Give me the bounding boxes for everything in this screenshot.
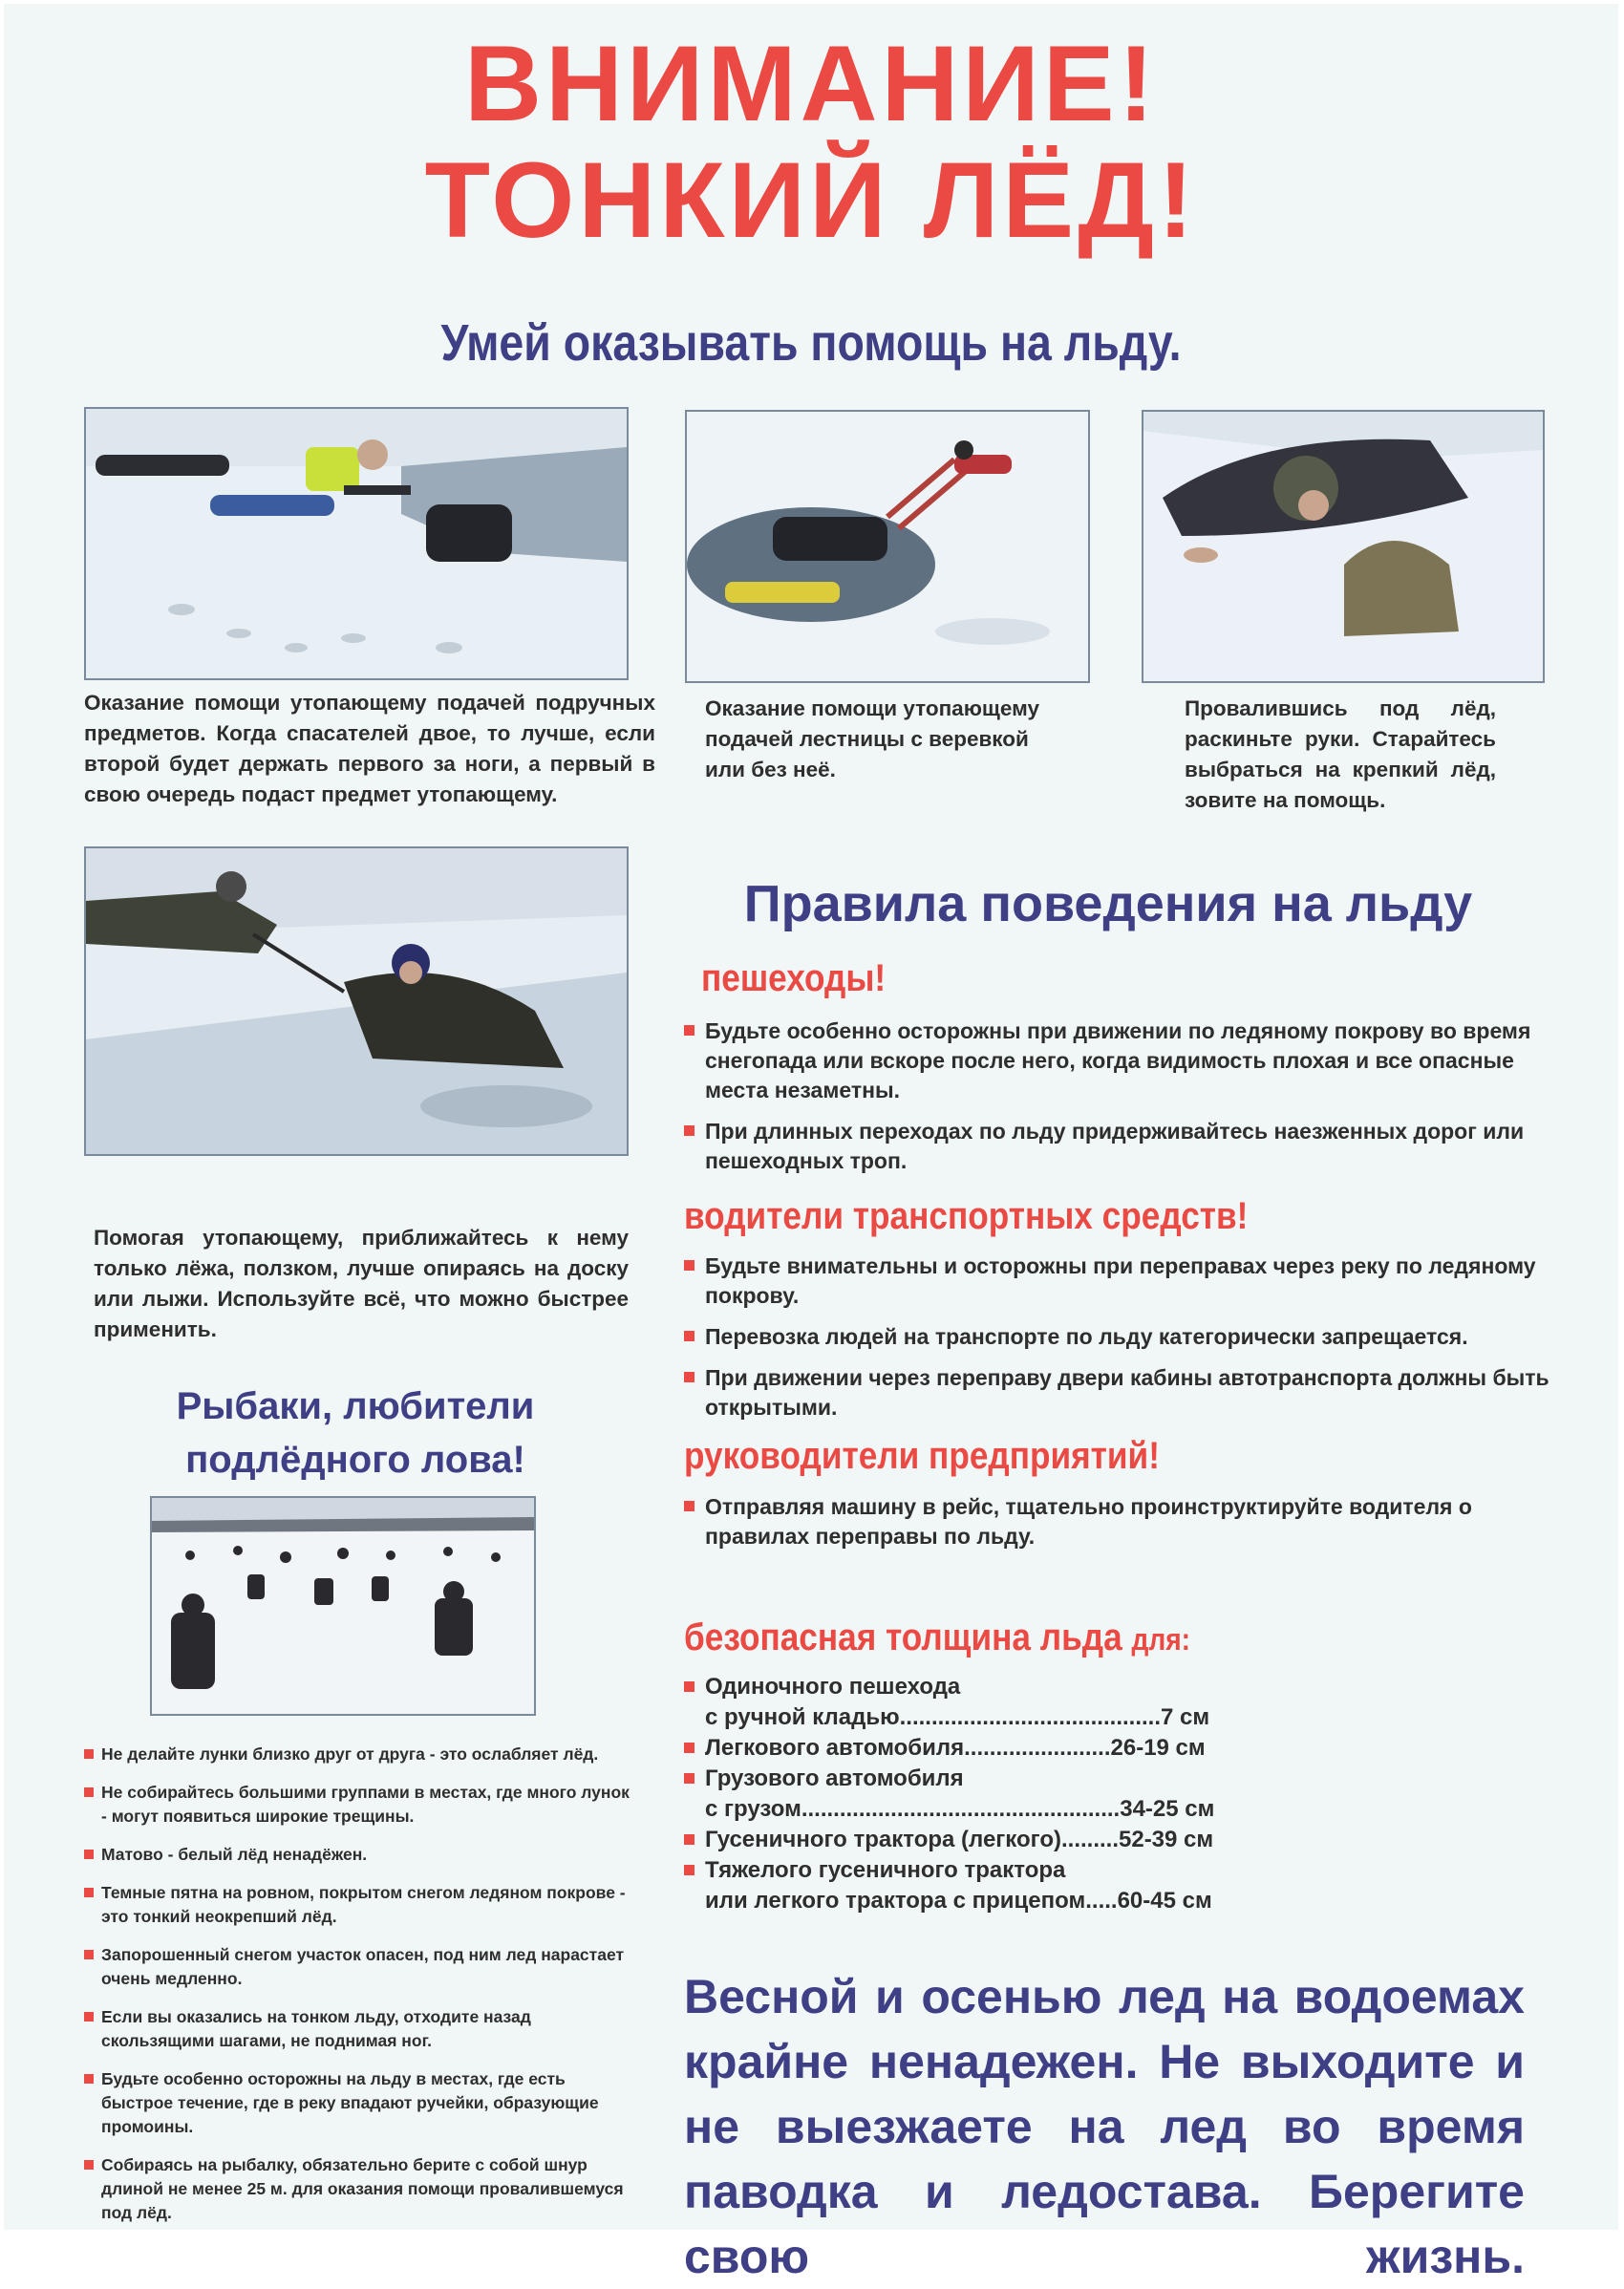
bullet-icon bbox=[84, 2012, 94, 2022]
final-warning: Весной и осенью лед на водоемах крайне ненадежен. Не выходите и не выезжаете на лед во время паводка и ледостава. Берегите свою жизнь. bbox=[684, 1970, 1525, 2283]
rule-item: Будьте особенно осторожны при движении по ледяному покрову во время снегопада или вскоре после него, когда видимость плохая и все опасные места незаметны. bbox=[684, 1016, 1563, 1105]
fishermen-item: Если вы оказались на тонком льду, отходите назад скользящими шагами, не поднимая ног. bbox=[84, 2005, 638, 2053]
rule-item: Будьте внимательны и осторожны при переправах через реку по ледяному покрову. bbox=[684, 1251, 1563, 1311]
managers-heading: руководители предприятий! bbox=[684, 1435, 1160, 1477]
bullet-icon bbox=[684, 1834, 694, 1845]
photo-arms-spread bbox=[1142, 410, 1545, 683]
bullet-icon bbox=[684, 1681, 694, 1692]
rule-item: Перевозка людей на транспорте по льду категорически запрещается. bbox=[684, 1322, 1563, 1352]
photo-rescue-chain bbox=[84, 407, 629, 680]
title-line-1: ВНИМАНИЕ! bbox=[464, 24, 1158, 143]
title-line-2: ТОНКИЙ ЛЁД! bbox=[424, 140, 1198, 260]
fishermen-item: Матово - белый лёд ненадёжен. bbox=[84, 1843, 638, 1867]
photo-crawl-rescue bbox=[84, 846, 629, 1156]
bullet-icon bbox=[84, 2160, 94, 2170]
fishermen-item: Темные пятна на ровном, покрытом снегом ледяном покрове - это тонкий неокрепший лёд. bbox=[84, 1881, 638, 1929]
bullet-icon bbox=[684, 1865, 694, 1875]
drivers-list bbox=[684, 1251, 1563, 1434]
fishermen-item: Собираясь на рыбалку, обязательно берите с собой шнур длиной не менее 25 м. для оказания помощи провалившемуся под лёд. bbox=[84, 2153, 638, 2225]
rule-item: При движении через переправу двери кабины автотранспорта должны быть открытыми. bbox=[684, 1363, 1563, 1423]
caption-arms-spread: Провалившись под лёд, раскиньте руки. Старайтесь выбраться на крепкий лёд, зовите на помощь. bbox=[1185, 696, 1496, 812]
bullet-icon bbox=[84, 1749, 94, 1759]
fishermen-heading-line-2: подлёдного лова! bbox=[185, 1439, 525, 1481]
caption-rescue-chain: Оказание помощи утопающему подачей подручных предметов. Когда спасателей двое, то лучше, если второй будет держать первого за ноги, а первый в свою очередь подаст предмет утопающему. bbox=[84, 691, 655, 806]
bullet-icon bbox=[684, 1372, 694, 1382]
bullet-icon bbox=[684, 1331, 694, 1341]
fishermen-heading-line-1: Рыбаки, любители bbox=[176, 1385, 535, 1427]
bullet-icon bbox=[684, 1743, 694, 1753]
bullet-icon bbox=[84, 1888, 94, 1897]
thickness-heading-suffix: для: bbox=[1131, 1622, 1191, 1657]
photo-fishermen bbox=[150, 1496, 536, 1716]
bullet-icon bbox=[684, 1773, 694, 1784]
bullet-icon bbox=[84, 1950, 94, 1959]
rule-item: Отправляя машину в рейс, тщательно проинструктируйте водителя о правилах переправы по льду. bbox=[684, 1492, 1563, 1551]
fishermen-heading bbox=[88, 1380, 623, 1487]
thickness-list: Одиночного пешехода с ручной кладью.........................................7 см Легкового автомобиля.......................26-19 см Грузового автомобиля с грузом..................................................34-25 см Гусеничного трактора (легкого).........52-39 см Тяжелого гусеничного трактора или легкого трактора с прицепом.....60-45 см bbox=[684, 1672, 1544, 1939]
bullet-icon bbox=[84, 1787, 94, 1797]
pedestrians-heading: пешеходы! bbox=[701, 957, 887, 999]
photo-ladder-rescue bbox=[685, 410, 1090, 683]
subtitle: Умей оказывать помощь на льду. bbox=[440, 314, 1182, 372]
managers-list bbox=[684, 1492, 1563, 1563]
poster bbox=[4, 4, 1618, 2283]
bullet-icon bbox=[684, 1501, 694, 1511]
bullet-icon bbox=[684, 1125, 694, 1136]
fishermen-item: Запорошенный снегом участок опасен, под ним лед нарастает очень медленно. bbox=[84, 1943, 638, 1991]
fishermen-item: Не собирайтесь большими группами в местах, где много лунок - могут появиться широкие трещины. bbox=[84, 1781, 638, 1829]
bullet-icon bbox=[684, 1260, 694, 1271]
bullet-icon bbox=[684, 1025, 694, 1036]
rule-item: При длинных переходах по льду придерживайтесь наезженных дорог или пешеходных троп. bbox=[684, 1117, 1563, 1176]
bullet-icon bbox=[84, 2074, 94, 2084]
bullet-icon bbox=[84, 1850, 94, 1859]
pedestrians-list bbox=[684, 1016, 1563, 1187]
caption-ladder-rescue: Оказание помощи утопающему подачей лестницы с веревкой или без неё. bbox=[705, 696, 1039, 781]
drivers-heading: водители транспортных средств! bbox=[684, 1195, 1249, 1237]
caption-crawl-rescue: Помогая утопающему, приближайтесь к нему только лёжа, ползком, лучше опираясь на доску или лыжи. Используйте всё, что можно быстрее применить. bbox=[94, 1226, 629, 1341]
fishermen-item: Не делайте лунки близко друг от друга - это ослабляет лёд. bbox=[84, 1743, 638, 1766]
fishermen-list bbox=[84, 1743, 638, 2239]
fishermen-item: Будьте особенно осторожны на льду в местах, где есть быстрое течение, где в реку впадают ручейки, образующие промоины. bbox=[84, 2067, 638, 2139]
rules-heading: Правила поведения на льду bbox=[743, 875, 1473, 932]
thickness-heading: безопасная толщина льда для: bbox=[684, 1616, 1191, 1658]
